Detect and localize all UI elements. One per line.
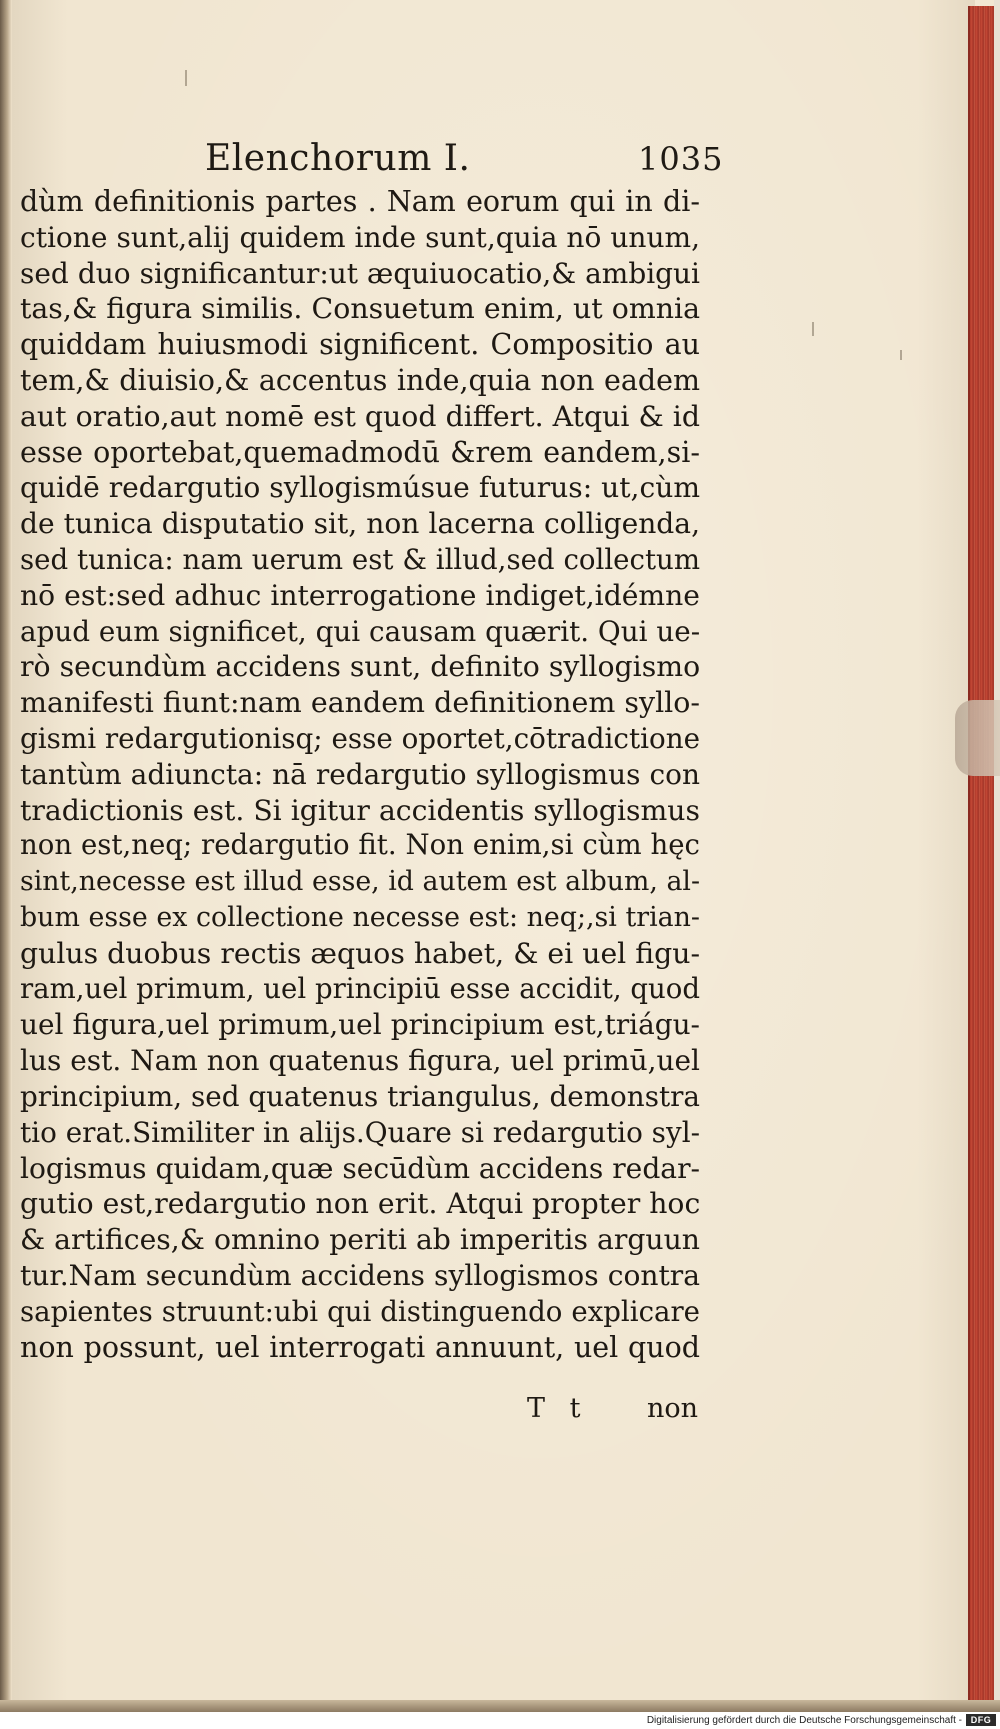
text-line: nō est:sed adhuc interrogatione indiget,idémne: [20, 578, 700, 612]
text-line: lus est. Nam non quatenus figura, uel primū,uel: [20, 1044, 700, 1078]
text-line: quidē redargutio syllogismúsue futurus: ut,cùm: [20, 471, 700, 505]
red-page-edges: [968, 6, 996, 1704]
text-line: ctione sunt,alij quidem inde sunt,quia nō unum,: [20, 220, 700, 254]
text-line: uel figura,uel primum,uel principium est,triágu-: [20, 1008, 700, 1042]
dfg-logo: DFG: [966, 1714, 996, 1726]
text-line: aut oratio,aut nomē est quod differt. Atqui & id: [20, 399, 700, 433]
binding-gutter: [0, 0, 12, 1729]
text-line: tantùm adiuncta: nā redargutio syllogismus con: [20, 757, 700, 791]
text-line: dùm definitionis partes . Nam eorum qui in di-: [20, 185, 700, 218]
text-line: logismus quidam,quæ secūdùm accidens redar-: [20, 1151, 701, 1185]
text-line: esse oportebat,quemadmodū &rem eandem,si-: [20, 435, 700, 469]
text-line: bum esse ex collectione necesse est: neq;,si trian-: [20, 901, 700, 933]
text-line: non est,neq; redargutio fit. Non enim,si cùm hęc: [20, 829, 700, 862]
paper-fleck: [812, 322, 814, 336]
text-line: de tunica disputatio sit, non lacerna colligenda,: [20, 507, 700, 541]
running-head-title: Elenchorum I.: [205, 138, 471, 179]
page-clip-marker: [955, 700, 1000, 776]
text-line: apud eum significet, qui causam quærit. Qui ue-: [20, 614, 701, 648]
text-line: gismi redargutionisq; esse oportet,cōtradictione: [20, 721, 700, 755]
text-line: rò secundùm accidens sunt, definito syllogismo: [20, 650, 701, 684]
text-line: tem,& diuisio,& accentus inde,quia non eadem: [20, 363, 700, 397]
text-line: tio erat.Similiter in alijs.Quare si redargutio syl-: [20, 1115, 700, 1149]
signature-catchword-line: [0, 1393, 1000, 1429]
text-line: ram,uel primum, uel principiū esse accidit, quod: [20, 972, 700, 1005]
paper-fleck: [185, 70, 187, 86]
catchword: non: [647, 1393, 699, 1424]
text-line: tas,& figura similis. Consuetum enim, ut omnia: [20, 292, 700, 326]
text-line: gutio est,redargutio non erit. Atqui propter hoc: [20, 1187, 701, 1221]
text-line: sed tunica: nam uerum est & illud,sed collectum: [20, 542, 700, 576]
text-line: gulus duobus rectis æquos habet, & ei uel figu-: [20, 936, 700, 970]
text-line: tur.Nam secundùm accidens syllogismos contra: [20, 1258, 700, 1292]
page-number: 1035: [638, 140, 724, 178]
paper-fleck: [900, 350, 902, 360]
text-line: sed duo significantur:ut æquiuocatio,& ambigui: [20, 256, 700, 290]
running-head: [0, 138, 1000, 184]
text-line: non possunt, uel interrogati annuunt, uel quod: [20, 1330, 700, 1364]
text-line: & artifices,& omnino periti ab imperitis arguun: [20, 1223, 700, 1257]
edge-shadow: [994, 0, 1000, 1729]
text-line: tradictionis est. Si igitur accidentis syllogismus: [20, 793, 700, 827]
text-line: quiddam huiusmodi significent. Compositio au: [20, 328, 700, 362]
text-line: sint,necesse est illud esse, id autem est album, al-: [20, 866, 700, 898]
text-line: manifesti fiunt:nam eandem definitionem syllo-: [20, 686, 700, 720]
body-text: [20, 184, 700, 1365]
text-line: principium, sed quatenus triangulus, demonstra: [20, 1079, 700, 1113]
funding-notice: Digitalisierung gefördert durch die Deutsche Forschungsgemeinschaft -: [646, 1715, 962, 1726]
printer-signature: T t: [527, 1393, 589, 1424]
text-line: sapientes struunt:ubi qui distinguendo explicare: [20, 1294, 700, 1328]
page-bottom-edge: [0, 1700, 1000, 1712]
digitization-footer: [0, 1712, 1000, 1729]
